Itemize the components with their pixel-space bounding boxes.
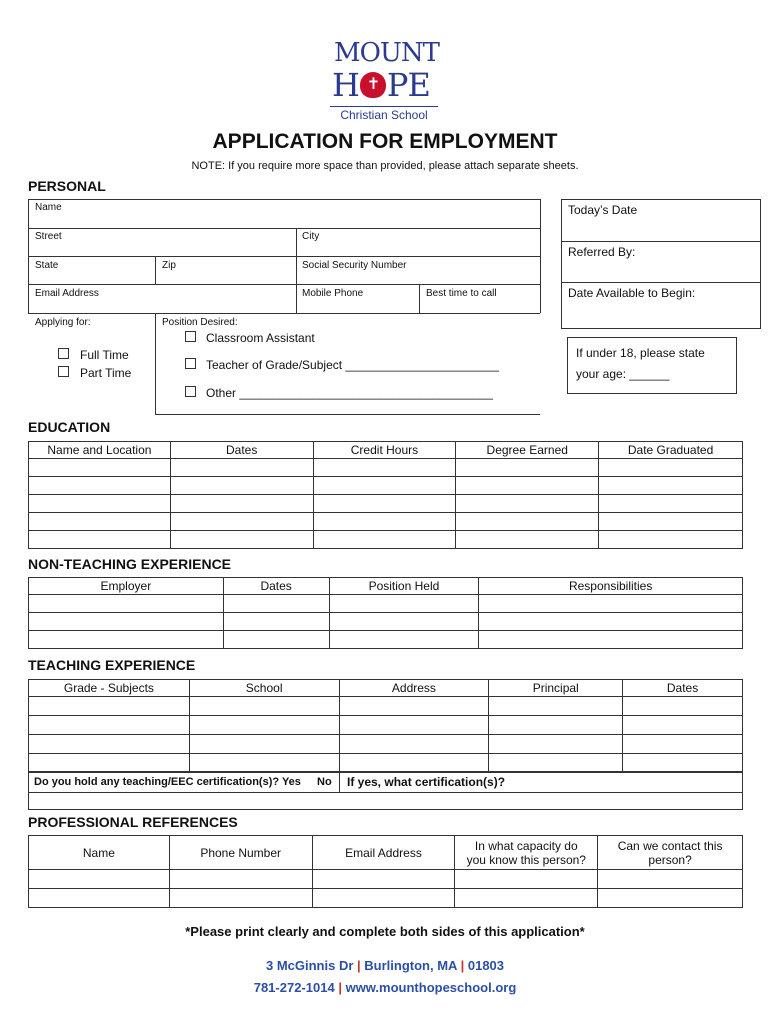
divider — [296, 228, 297, 313]
email-label: Email Address — [35, 288, 99, 299]
table-cell[interactable] — [339, 716, 489, 735]
table-cell[interactable] — [623, 716, 743, 735]
table-cell[interactable] — [339, 735, 489, 754]
under-18-line2: your age: ______ — [576, 367, 670, 381]
divider — [28, 792, 743, 793]
zip-label: Zip — [162, 260, 176, 271]
table-cell[interactable] — [169, 889, 312, 908]
table-cell[interactable] — [313, 495, 456, 513]
column-header: Address — [339, 680, 489, 697]
mobile-label: Mobile Phone — [302, 288, 364, 299]
divider — [540, 199, 541, 313]
divider — [28, 228, 540, 229]
table-cell[interactable] — [456, 531, 599, 549]
part-time-label: Part Time — [80, 366, 132, 380]
table-cell[interactable] — [623, 697, 743, 716]
table-cell[interactable] — [479, 631, 743, 649]
divider — [28, 313, 540, 314]
divider — [561, 282, 761, 283]
table-header-row — [29, 578, 743, 595]
divider — [561, 241, 761, 242]
address-town: Burlington, MA — [364, 958, 457, 973]
table-cell[interactable] — [623, 754, 743, 773]
table-row — [29, 531, 743, 549]
table-cell[interactable] — [599, 459, 743, 477]
column-header: Date Graduated — [599, 442, 743, 459]
divider — [28, 256, 540, 257]
table-cell[interactable] — [170, 477, 313, 495]
table-cell[interactable] — [29, 889, 170, 908]
table-cell[interactable] — [598, 889, 743, 908]
table-row — [29, 613, 743, 631]
table-cell[interactable] — [170, 495, 313, 513]
column-header: Name — [29, 836, 170, 870]
column-header: Principal — [489, 680, 623, 697]
table-cell[interactable] — [313, 513, 456, 531]
table-row — [29, 631, 743, 649]
table-cell[interactable] — [189, 735, 339, 754]
column-header: Dates — [170, 442, 313, 459]
phone-number: 781-272-1014 — [253, 980, 335, 995]
education-heading: EDUCATION — [28, 419, 111, 435]
ssn-label: Social Security Number — [302, 260, 407, 271]
table-cell[interactable] — [312, 870, 455, 889]
column-header: Name and Location — [29, 442, 171, 459]
column-header: Responsibilities — [479, 578, 743, 595]
best-time-label: Best time to call — [426, 288, 497, 299]
personal-heading: PERSONAL — [28, 178, 106, 194]
table-cell[interactable] — [29, 631, 224, 649]
table-row — [29, 870, 743, 889]
references-table — [28, 835, 743, 908]
table-cell[interactable] — [599, 531, 743, 549]
page-title: APPLICATION FOR EMPLOYMENT — [212, 130, 558, 153]
street-label: Street — [35, 231, 62, 242]
table-row — [29, 595, 743, 613]
school-logo — [330, 38, 440, 124]
divider — [339, 771, 340, 792]
education-table — [28, 441, 743, 549]
table-cell[interactable] — [223, 595, 329, 613]
table-row — [29, 889, 743, 908]
table-cell[interactable] — [223, 631, 329, 649]
table-cell[interactable] — [312, 889, 455, 908]
table-cell[interactable] — [489, 716, 623, 735]
part-time-checkbox[interactable] — [58, 366, 69, 377]
divider — [155, 313, 156, 414]
website-link[interactable]: www.mounthopeschool.org — [345, 980, 517, 995]
table-cell[interactable] — [489, 697, 623, 716]
table-cell[interactable] — [189, 697, 339, 716]
table-cell[interactable] — [456, 513, 599, 531]
table-cell[interactable] — [339, 754, 489, 773]
table-cell[interactable] — [599, 477, 743, 495]
table-cell[interactable] — [313, 459, 456, 477]
other-checkbox[interactable] — [185, 386, 196, 397]
divider — [155, 256, 156, 284]
table-cell[interactable] — [489, 735, 623, 754]
divider — [28, 199, 540, 200]
dates-box — [561, 199, 761, 329]
table-header-row — [29, 680, 743, 697]
applying-for-label: Applying for: — [35, 317, 91, 328]
table-cell[interactable] — [29, 735, 190, 754]
todays-date-label: Today’s Date — [568, 203, 638, 217]
nonteaching-heading: NON-TEACHING EXPERIENCE — [28, 556, 232, 572]
table-cell[interactable] — [313, 531, 456, 549]
referred-by-label: Referred By: — [568, 245, 636, 259]
column-header: Grade - Subjects — [29, 680, 190, 697]
certification-question: Do you hold any teaching/EEC certification(s)? Yes — [34, 776, 301, 788]
teacher-label: Teacher of Grade/Subject _______________________ — [206, 358, 499, 372]
table-row — [29, 477, 743, 495]
column-header: Dates — [223, 578, 329, 595]
print-clearly-note: *Please print clearly and complete both sides of this application* — [185, 924, 585, 939]
table-cell[interactable] — [456, 477, 599, 495]
references-heading: PROFESSIONAL REFERENCES — [28, 814, 238, 830]
table-row — [29, 513, 743, 531]
space-note: NOTE: If you require more space than provided, please attach separate sheets. — [191, 160, 579, 172]
school-address — [0, 958, 770, 973]
address-zip: 01803 — [467, 958, 505, 973]
other-label: Other ______________________________________ — [206, 386, 493, 400]
position-desired-label: Position Desired: — [162, 317, 238, 328]
logo-tagline: Christian School — [330, 106, 438, 122]
table-cell[interactable] — [170, 531, 313, 549]
city-label: City — [302, 231, 320, 242]
teacher-checkbox[interactable] — [185, 358, 196, 369]
table-cell[interactable] — [170, 459, 313, 477]
classroom-assistant-checkbox[interactable] — [185, 331, 196, 342]
table-cell[interactable] — [329, 595, 479, 613]
table-header-row — [29, 836, 743, 870]
column-header: Degree Earned — [456, 442, 599, 459]
divider — [28, 284, 540, 285]
table-cell[interactable] — [623, 735, 743, 754]
table-cell[interactable] — [479, 613, 743, 631]
column-header: Credit Hours — [313, 442, 456, 459]
teaching-heading: TEACHING EXPERIENCE — [28, 657, 196, 673]
table-cell[interactable] — [455, 889, 598, 908]
table-cell[interactable] — [29, 513, 171, 531]
table-header-row — [29, 442, 743, 459]
full-time-label: Full Time — [80, 348, 129, 362]
table-cell[interactable] — [29, 531, 171, 549]
table-cell[interactable] — [189, 754, 339, 773]
table-cell[interactable] — [329, 613, 479, 631]
table-cell[interactable] — [29, 870, 170, 889]
certification-no: No — [317, 776, 332, 788]
teaching-table — [28, 679, 743, 773]
table-cell[interactable] — [29, 495, 171, 513]
table-cell[interactable] — [456, 495, 599, 513]
logo-word-hope: H✝ PE — [332, 66, 430, 104]
table-cell[interactable] — [313, 477, 456, 495]
separator: | — [357, 958, 361, 973]
table-row — [29, 716, 743, 735]
table-cell[interactable] — [169, 870, 312, 889]
table-cell[interactable] — [479, 595, 743, 613]
apple-cross-icon — [360, 72, 386, 98]
under-18-line1: If under 18, please state — [576, 346, 705, 360]
column-header: In what capacity do you know this person? — [455, 836, 598, 870]
table-row — [29, 754, 743, 773]
table-row — [29, 735, 743, 754]
column-header: Can we contact this person? — [598, 836, 743, 870]
separator: | — [460, 958, 465, 973]
column-header: Dates — [623, 680, 743, 697]
name-label: Name — [35, 202, 62, 213]
table-row — [29, 495, 743, 513]
table-cell[interactable] — [29, 754, 190, 773]
column-header: Phone Number — [169, 836, 312, 870]
full-time-checkbox[interactable] — [58, 348, 69, 359]
table-cell[interactable] — [339, 697, 489, 716]
table-cell[interactable] — [29, 595, 224, 613]
column-header: Position Held — [329, 578, 479, 595]
address-street: 3 McGinnis Dr — [265, 958, 354, 973]
table-cell[interactable] — [456, 459, 599, 477]
table-cell[interactable] — [29, 613, 224, 631]
table-cell[interactable] — [29, 697, 190, 716]
nonteaching-table — [28, 577, 743, 649]
certification-which: If yes, what certification(s)? — [347, 775, 506, 789]
table-cell[interactable] — [170, 513, 313, 531]
divider — [28, 199, 29, 313]
table-cell[interactable] — [29, 477, 171, 495]
table-cell[interactable] — [189, 716, 339, 735]
table-cell[interactable] — [599, 495, 743, 513]
table-row — [29, 697, 743, 716]
classroom-assistant-label: Classroom Assistant — [206, 331, 315, 345]
table-cell[interactable] — [489, 754, 623, 773]
column-header: Employer — [29, 578, 224, 595]
school-contact — [0, 980, 770, 995]
separator: | — [338, 980, 342, 995]
divider — [155, 414, 540, 415]
table-cell[interactable] — [455, 870, 598, 889]
table-cell[interactable] — [329, 631, 479, 649]
divider — [419, 284, 420, 313]
logo-word-mount: MOUNT — [334, 38, 439, 68]
table-cell[interactable] — [599, 513, 743, 531]
table-cell[interactable] — [598, 870, 743, 889]
table-cell[interactable] — [29, 716, 190, 735]
table-cell[interactable] — [223, 613, 329, 631]
column-header: School — [189, 680, 339, 697]
table-cell[interactable] — [29, 459, 171, 477]
table-row — [29, 459, 743, 477]
date-available-label: Date Available to Begin: — [568, 286, 696, 300]
state-label: State — [35, 260, 59, 271]
column-header: Email Address — [312, 836, 455, 870]
